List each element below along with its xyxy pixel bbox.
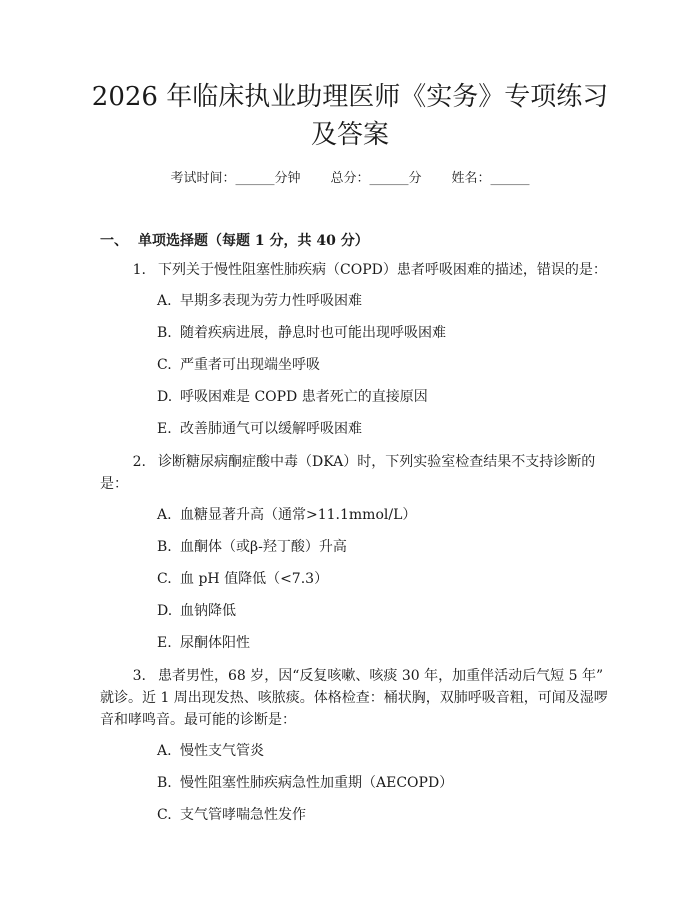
question-text-cont: 就诊。近 1 周出现发热、咳脓痰。体格检查：桶状胸，双肺呼吸音粗，可闻及湿啰 [100, 690, 608, 706]
question-2-option-b [157, 537, 347, 557]
question-1-stem [100, 259, 607, 281]
option-text: 呼吸困难是 COPD 患者死亡的直接原因 [180, 389, 428, 405]
question-number: 3. [132, 668, 146, 684]
option-text: 支气管哮喘急性发作 [180, 807, 306, 823]
option-text: 随着疾病进展，静息时也可能出现呼吸困难 [180, 325, 446, 341]
question-number: 1. [132, 262, 146, 278]
question-text: 下列关于慢性阻塞性肺疾病（COPD）患者呼吸困难的描述，错误的是： [158, 262, 607, 278]
section-number: 一、 [100, 233, 128, 249]
option-letter: A. [157, 293, 172, 309]
option-text: 尿酮体阳性 [180, 635, 250, 651]
question-text-cont: 音和哮鸣音。最可能的诊断是： [100, 712, 296, 728]
exam-time: 考试时间：______分钟 [170, 171, 301, 186]
question-text-cont: 是： [100, 476, 128, 492]
option-letter: C. [157, 357, 172, 373]
option-letter: B. [157, 775, 172, 791]
question-2-option-e [157, 633, 250, 653]
exam-total-score: 总分：______分 [330, 171, 422, 186]
option-text: 慢性支气管炎 [180, 743, 264, 759]
option-letter: C. [157, 807, 172, 823]
option-letter: D. [157, 389, 173, 405]
option-letter: A. [157, 743, 172, 759]
exam-info [0, 170, 700, 188]
option-text: 血 pH 值降低（<7.3） [180, 571, 329, 587]
option-text: 早期多表现为劳力性呼吸困难 [180, 293, 362, 309]
option-letter: A. [157, 507, 172, 523]
option-letter: B. [157, 325, 172, 341]
question-text: 诊断糖尿病酮症酸中毒（DKA）时，下列实验室检查结果不支持诊断的 [158, 454, 596, 470]
option-text: 改善肺通气可以缓解呼吸困难 [180, 421, 362, 437]
question-2-option-a [157, 505, 416, 525]
question-2-option-c [157, 569, 328, 589]
question-1-option-e [157, 419, 362, 439]
section-heading [100, 231, 369, 251]
section-title: 单项选择题（每题 1 分，共 40 分） [138, 233, 369, 249]
exam-name: 姓名：______ [451, 171, 530, 186]
question-2-option-d [157, 601, 236, 621]
option-letter: D. [157, 603, 173, 619]
option-text: 血糖显著升高（通常>11.1mmol/L） [180, 507, 417, 523]
question-3-stem [100, 665, 608, 731]
option-text: 严重者可出现端坐呼吸 [180, 357, 320, 373]
question-2-stem [100, 451, 600, 495]
question-number: 2. [132, 454, 146, 470]
option-letter: E. [157, 421, 172, 437]
option-letter: C. [157, 571, 172, 587]
question-1-option-d [157, 387, 428, 407]
question-3-option-c [157, 805, 306, 825]
option-text: 血钠降低 [180, 603, 236, 619]
question-3-option-b [157, 773, 453, 793]
title-line-2: 及答案 [310, 120, 389, 150]
option-letter: B. [157, 539, 172, 555]
question-text: 患者男性，68 岁，因“反复咳嗽、咳痰 30 年，加重伴活动后气短 5 年” [158, 668, 604, 684]
option-text: 血酮体（或β-羟丁酸）升高 [180, 539, 347, 555]
question-1-option-b [157, 323, 446, 343]
title-line-1: 2026 年临床执业助理医师《实务》专项练习 [91, 82, 609, 112]
question-1-option-c [157, 355, 320, 375]
question-3-option-a [157, 741, 264, 761]
question-1-option-a [157, 291, 362, 311]
option-letter: E. [157, 635, 172, 651]
document-title [60, 78, 640, 154]
option-text: 慢性阻塞性肺疾病急性加重期（AECOPD） [180, 775, 454, 791]
